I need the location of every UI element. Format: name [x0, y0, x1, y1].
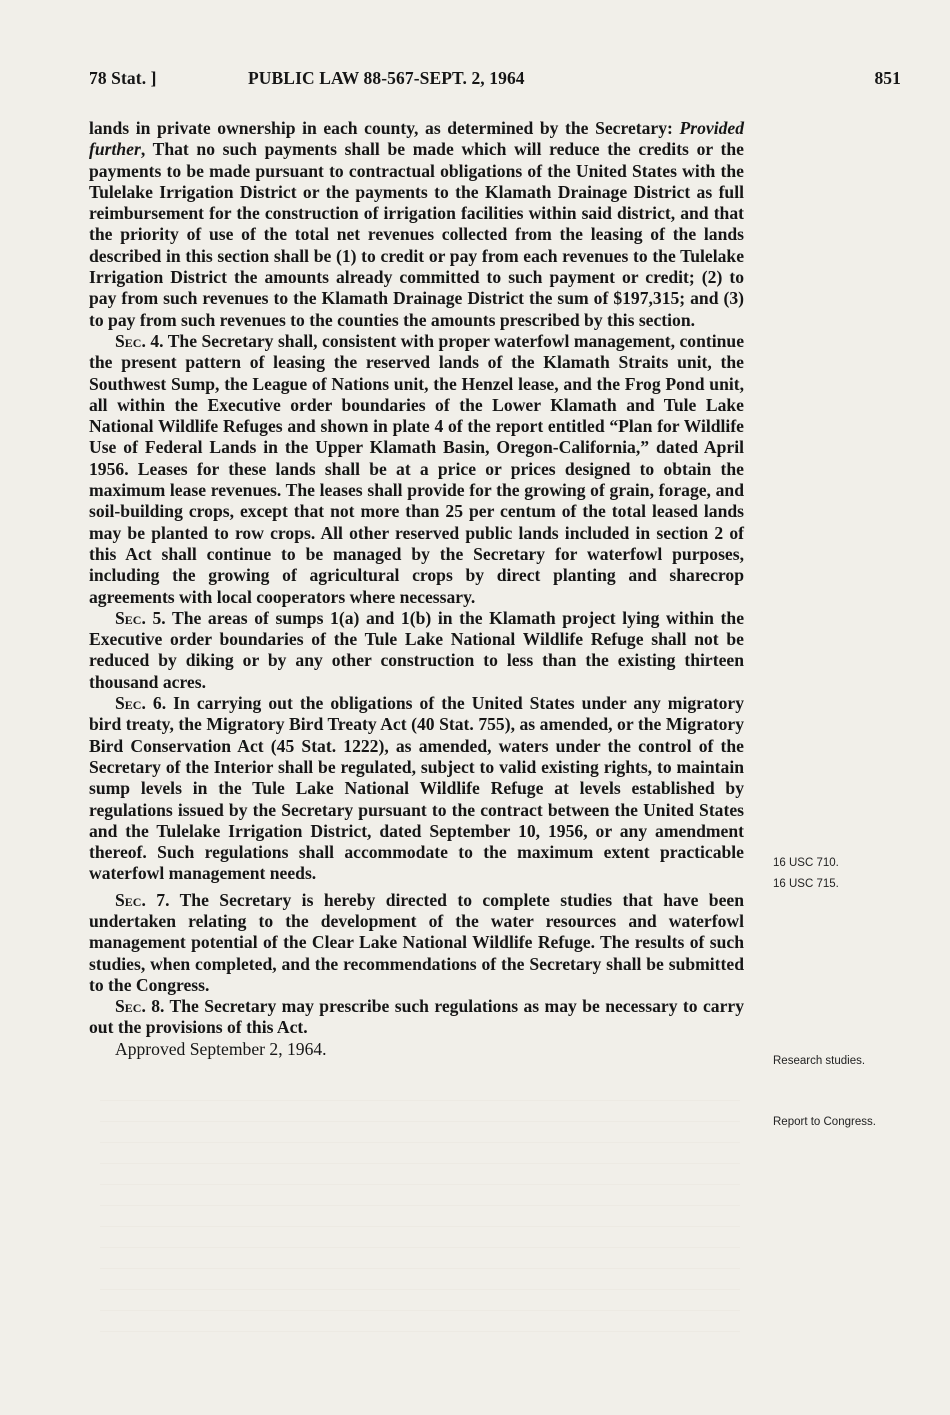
statute-text [89, 118, 744, 1060]
italic-proviso: Provided further [89, 118, 744, 160]
section-text: The areas of sumps 1(a) and 1(b) in the Klamath project lying within the Executive order boundaries of the Tule Lake National Wildlife Refuge shall not be reduced by diking or by any other construction to less than the existing thirteen thousand acres. [89, 607, 745, 692]
margin-note-usc-710: 16 USC 710. [773, 857, 839, 869]
section-5 [89, 608, 744, 693]
bleed-through-shading [100, 1100, 740, 1350]
volume-reference: 78 Stat. ] [89, 68, 157, 88]
paragraph-continuation [89, 118, 744, 331]
section-text: The Secretary may prescribe such regulations as may be necessary to carry out the provisions of this Act. [89, 996, 744, 1038]
page-header [89, 68, 901, 102]
section-8 [89, 996, 744, 1039]
section-label: Sec. 7. [115, 889, 170, 910]
section-label: Sec. 4. [115, 330, 164, 351]
section-label: Sec. 5. [115, 607, 166, 628]
section-label: Sec. 6. [115, 693, 167, 714]
section-7 [89, 890, 744, 996]
margin-note-usc-715: 16 USC 715. [773, 878, 839, 890]
margin-note-research-studies: Research studies. [773, 1055, 866, 1067]
section-label: Sec. 8. [115, 996, 165, 1017]
section-text: The Secretary shall, consistent with proper waterfowl management, continue the present pattern of leasing the reserved lands of the Klamath Straits unit, the Southwest Sump, the League of Nations unit, the Henzel lease, and the Frog Pond unit, all within the Executive order boundaries of the Lower Klamath and Tule Lake National Wildlife Refuges and shown in plate 4 of the report entitled “Plan for Wildlife Use of Federal Lands in the Upper Klamath Basin, Oregon-California,” dated April 1956. Leases for these lands shall be at a price or prices designed to obtain the maximum lease revenues. The leases shall provide for the growing of grain, forage, and soil-building crops, except that not more than 25 per centum of the total leased lands may be planted to row crops. All other reserved public lands included in section 2 of this Act shall continue to be managed by the Secretary for waterfowl purposes, including the growing of agricultural crops by direct planting and sharecrop agreements with local cooperators where necessary. [89, 330, 744, 607]
law-title: PUBLIC LAW 88-567-SEPT. 2, 1964 [248, 68, 525, 88]
margin-note-report-to-congress: Report to Congress. [773, 1116, 876, 1128]
paragraph-text: , That no such payments shall be made which will reduce the credits or the payments to be made pursuant to contractual obligations of the United States with the Tulelake Irrigation District or the payments to the Klamath Drainage District as full reimbursement for the construction of irrigation facilities within said district, and that the priority of use of the total net revenues collected from the leasing of the lands described in this section shall be (1) to credit or pay from each revenues to the Tulelake Irrigation District the amounts already committed to such payment or credit; (2) to pay from such revenues to the Klamath Drainage District the sum of $197,315; and (3) to pay from such revenues to the counties the amounts prescribed by this section. [89, 139, 744, 330]
section-text: The Secretary is hereby directed to complete studies that have been undertaken relating to the development of the water resources and waterfowl management potential of the Clear Lake National Wildlife Refuge. The results of such studies, when completed, and the recommendations of the Secretary shall be submitted to the Congress. [89, 889, 744, 995]
section-4 [89, 331, 744, 608]
paragraph-text: lands in private ownership in each county, as determined by the Secretary: [89, 118, 680, 138]
section-6 [89, 693, 744, 885]
page-number: 851 [874, 68, 901, 88]
section-text: In carrying out the obligations of the United States under any migratory bird treaty, the Migratory Bird Treaty Act (40 Stat. 755), as amended, or the Migratory Bird Conservation Act (45 Stat. 1222), as amended, waters under the control of the Secretary of the Interior shall be regulated, subject to valid existing rights, to maintain sump levels in the Tule Lake National Wildlife Refuge at levels established by regulations issued by the Secretary pursuant to the contract between the United States and the Tulelake Irrigation District, dated September 10, 1956, or any amendment thereof. Such regulations shall accommodate to the maximum extent practicable waterfowl management needs. [89, 693, 745, 884]
approval-date: Approved September 2, 1964. [115, 1038, 327, 1059]
